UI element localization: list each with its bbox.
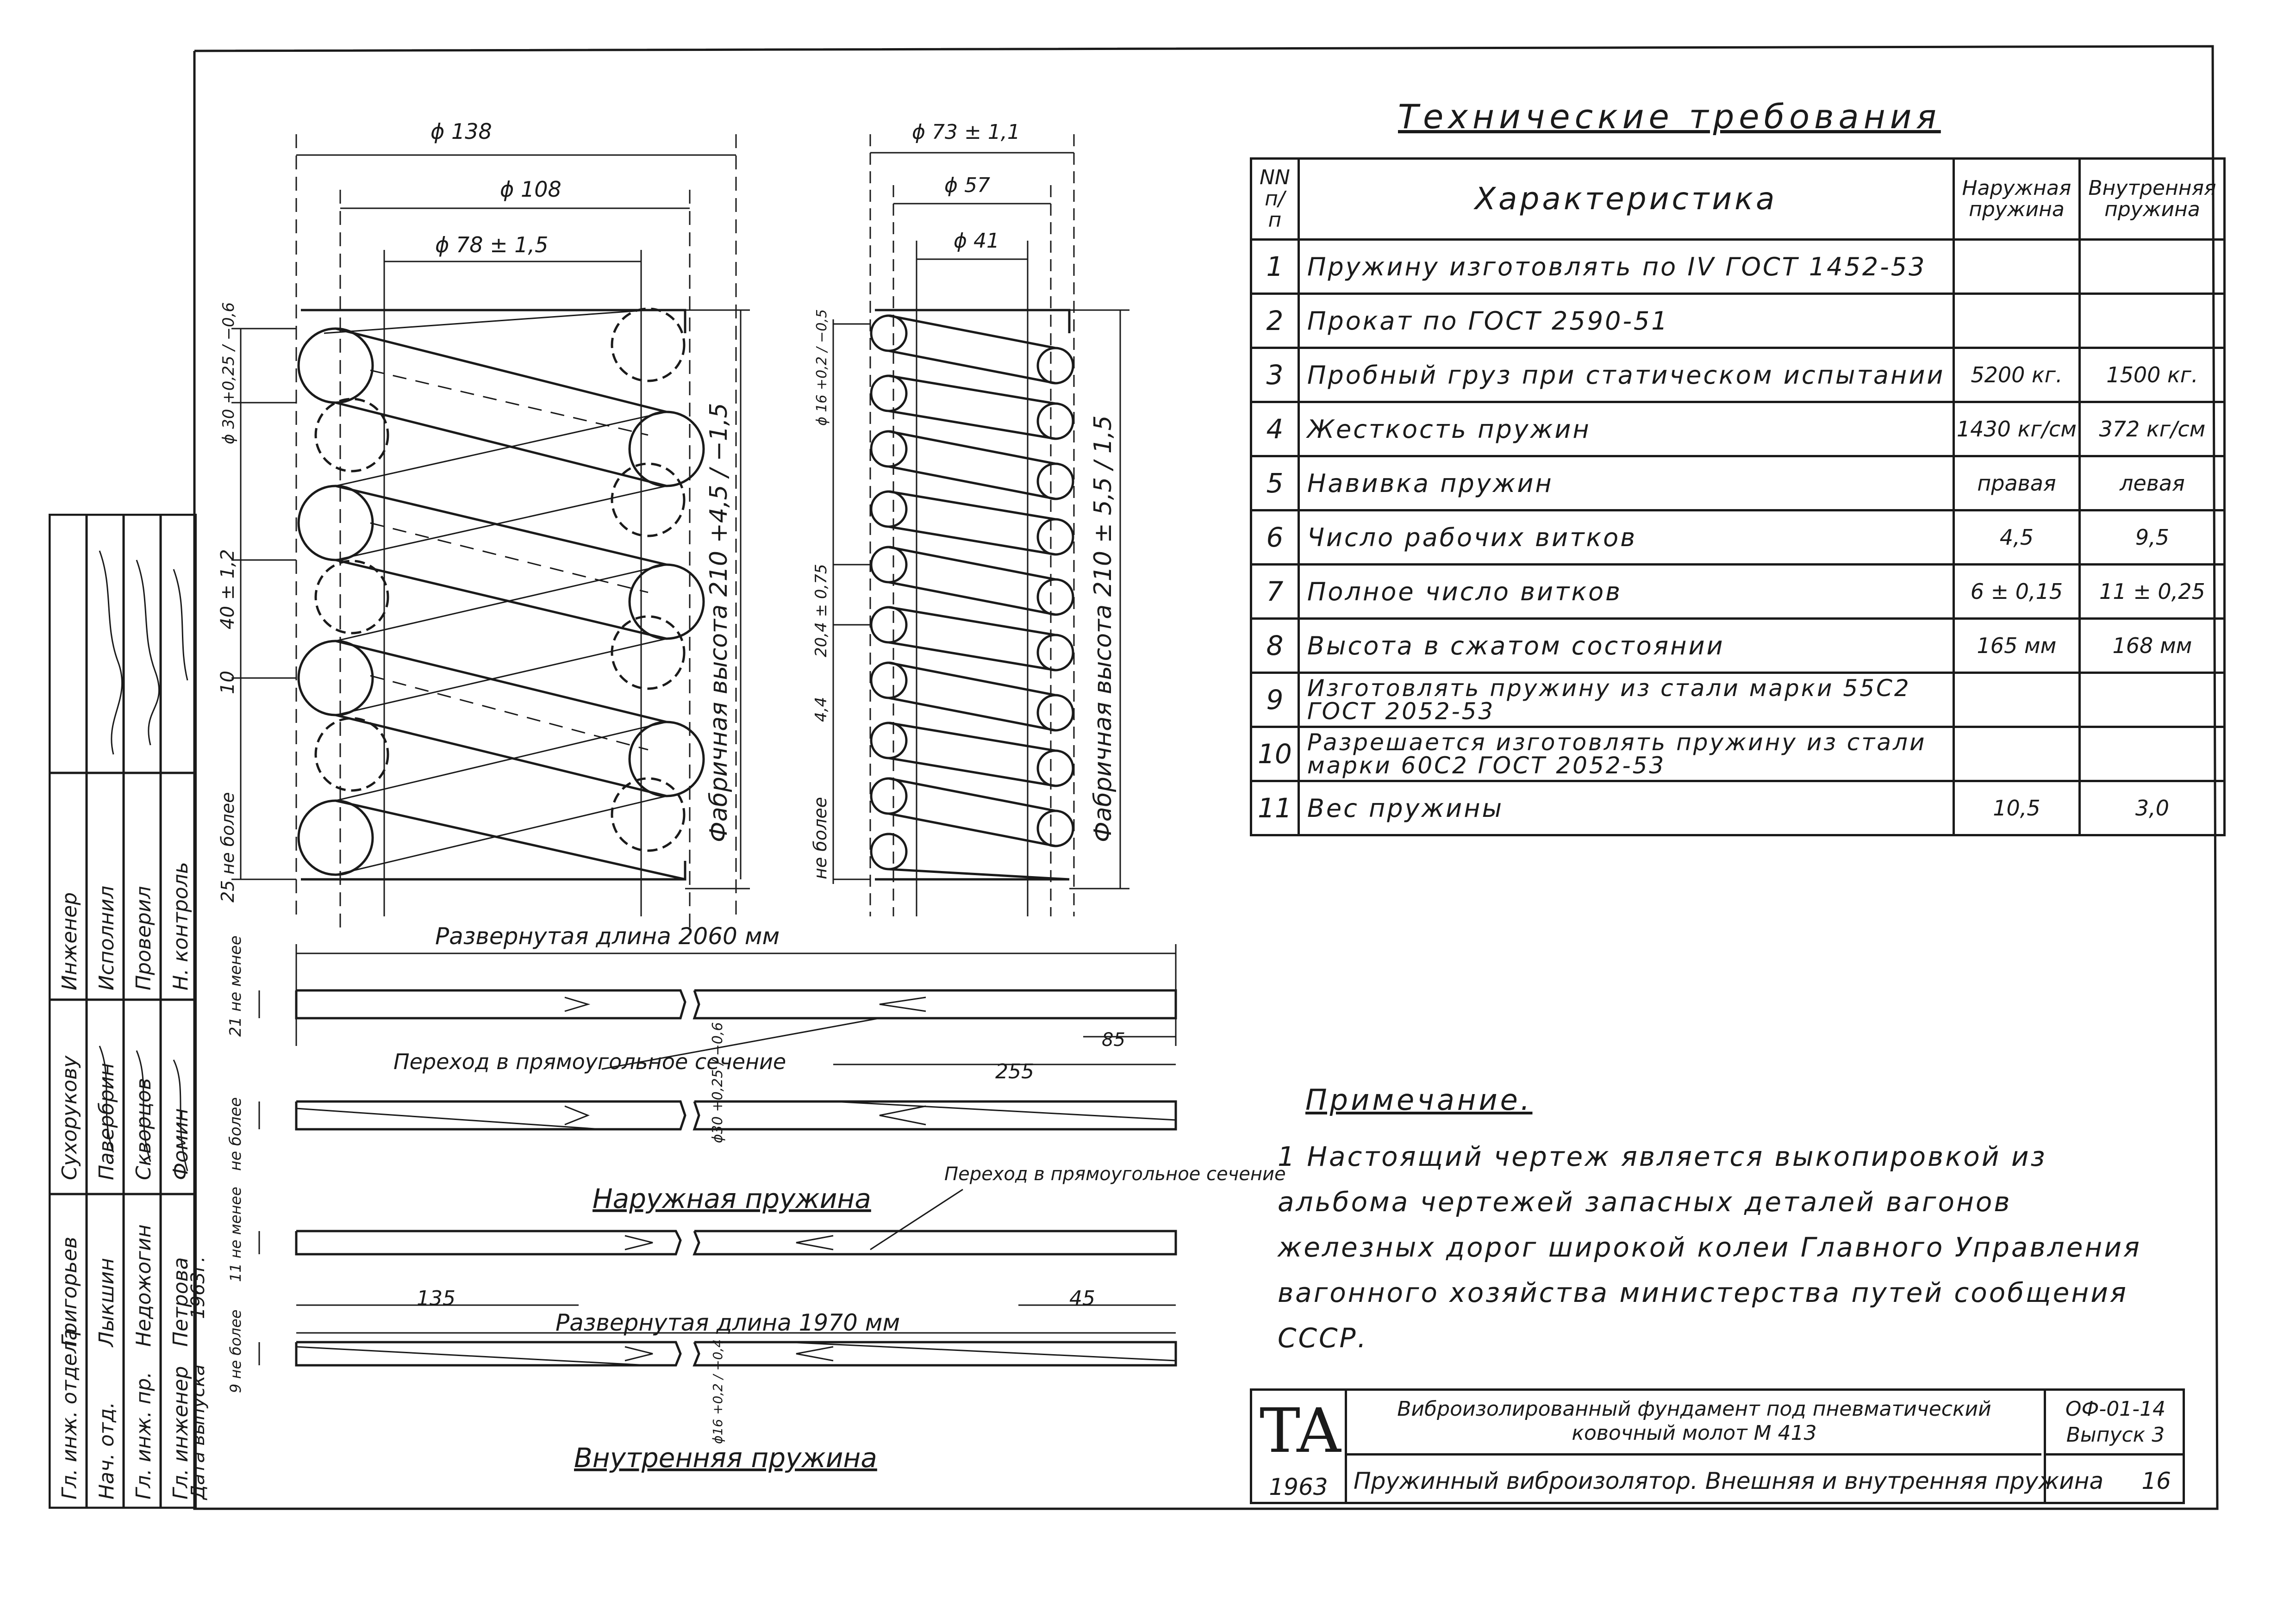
row-outer bbox=[1953, 240, 2080, 294]
table-row bbox=[1251, 619, 2225, 673]
stamp-role-3: Гл. инж. пр. bbox=[132, 1371, 156, 1500]
logo-year: 1963 bbox=[1269, 1474, 1328, 1500]
outer-dim-85: 85 bbox=[1102, 1029, 1125, 1051]
row-num: 6 bbox=[1251, 510, 1299, 565]
header-outer: Наружная пружина bbox=[1953, 159, 2080, 240]
row-num: 5 bbox=[1251, 456, 1299, 510]
row-text: Изготовлять пружину из стали марки 55С2 ГОСТ 2052-53 bbox=[1298, 673, 1953, 727]
header-inner: Внутренняя пружина bbox=[2080, 159, 2225, 240]
inner-spring-title: Внутренняя пружина bbox=[574, 1442, 877, 1474]
row-outer bbox=[1953, 727, 2080, 781]
row-text: Прокат по ГОСТ 2590-51 bbox=[1298, 294, 1953, 348]
row-text: Навивка пружин bbox=[1298, 456, 1953, 510]
stamp-name-3: Недожогин bbox=[132, 1224, 156, 1347]
stamp-name-1: Григорьев bbox=[58, 1237, 81, 1347]
row-text: Разрешается изготовлять пружину из стали марки 60С2 ГОСТ 2052-53 bbox=[1298, 727, 1953, 781]
title-block bbox=[1250, 1388, 2185, 1504]
row-inner: 3,0 bbox=[2080, 781, 2225, 835]
row-text: Пробный груз при статическом испытании bbox=[1298, 348, 1953, 402]
outer-dim-30: ϕ 30 +0,25 / −0,6 bbox=[219, 302, 238, 444]
row-inner: левая bbox=[2080, 456, 2225, 510]
stamp-role-1: Гл. инж. отдела bbox=[58, 1328, 81, 1500]
inner-dim-73: ϕ 73 ± 1,1 bbox=[912, 120, 1020, 144]
stamp-role-4: Гл. инженер bbox=[169, 1366, 193, 1500]
requirements-title: Технические требования bbox=[1398, 97, 1941, 136]
table-row bbox=[1251, 348, 2225, 402]
logo-mark: ТА bbox=[1259, 1395, 1337, 1467]
row-inner bbox=[2080, 727, 2225, 781]
outer-dim-108: ϕ 108 bbox=[500, 177, 562, 202]
outer-dim-21: 21 не менее bbox=[226, 935, 245, 1037]
outer-dim-78: ϕ 78 ± 1,5 bbox=[435, 232, 549, 257]
row-inner: 372 кг/см bbox=[2080, 402, 2225, 456]
inner-free-height: Фабричная высота 210 ± 5,5 / 1,5 bbox=[1089, 415, 1117, 842]
stamp-top-role-3: Проверил bbox=[132, 886, 156, 990]
row-outer: 1430 кг/см bbox=[1953, 402, 2080, 456]
stamp-top-role-2: Исполнил bbox=[95, 885, 119, 990]
inner-unrolled-length: Развернутая длина 1970 мм bbox=[555, 1309, 900, 1336]
stamp-name-4: Петрова bbox=[169, 1257, 193, 1347]
stamp-top-name-4: Фомин bbox=[169, 1108, 193, 1180]
row-text: Высота в сжатом состоянии bbox=[1298, 619, 1953, 673]
stamp-top-name-3: Скворцов bbox=[132, 1078, 156, 1180]
table-row bbox=[1251, 565, 2225, 619]
inner-dim-16: ϕ 16 +0,2 / −0,5 bbox=[814, 309, 830, 426]
outer-transition-label: Переход в прямоугольное сечение bbox=[393, 1049, 786, 1074]
row-text: Пружину изготовлять по IV ГОСТ 1452-53 bbox=[1298, 240, 1953, 294]
project-title: Виброизолированный фундамент под пневматический ковочный молот М 413 bbox=[1347, 1391, 2041, 1456]
row-num: 9 bbox=[1251, 673, 1299, 727]
row-inner bbox=[2080, 240, 2225, 294]
table-row bbox=[1251, 456, 2225, 510]
inner-spring-coils bbox=[871, 316, 1073, 869]
row-num: 11 bbox=[1251, 781, 1299, 835]
stamp-top-name-1: Сухорукову bbox=[58, 1055, 81, 1180]
outer-dim-gap: 10 bbox=[217, 671, 238, 694]
note-title: Примечание. bbox=[1305, 1083, 1533, 1117]
sheet-title: Пружинный виброизолятор. Внешняя и внутренняя пружина bbox=[1354, 1468, 2104, 1494]
document-code: ОФ-01-14 Выпуск 3 bbox=[2046, 1391, 2185, 1456]
inner-dim-end: не более bbox=[810, 796, 830, 879]
table-row bbox=[1251, 240, 2225, 294]
stamp-top-name-2: Павербрин bbox=[95, 1063, 119, 1180]
row-num: 4 bbox=[1251, 402, 1299, 456]
inner-dim-57: ϕ 57 bbox=[944, 174, 990, 197]
row-text: Число рабочих витков bbox=[1298, 510, 1953, 565]
stamp-top-role-1: Инженер bbox=[58, 892, 81, 990]
row-num: 3 bbox=[1251, 348, 1299, 402]
row-num: 8 bbox=[1251, 619, 1299, 673]
row-outer: правая bbox=[1953, 456, 2080, 510]
row-outer: 4,5 bbox=[1953, 510, 2080, 565]
stamp-date-value: 1963г. bbox=[187, 1256, 209, 1319]
title-block-center bbox=[1347, 1391, 2104, 1504]
stamp-top-role-4: Н. контроль bbox=[169, 862, 193, 990]
row-inner: 1500 кг. bbox=[2080, 348, 2225, 402]
row-inner bbox=[2080, 673, 2225, 727]
header-num: NN п/п bbox=[1251, 159, 1299, 240]
title-block-right bbox=[2044, 1391, 2187, 1504]
inner-dim-pitch: 20,4 ± 0,75 bbox=[812, 564, 830, 657]
table-row bbox=[1251, 673, 2225, 727]
table-row bbox=[1251, 781, 2225, 835]
inner-unrolled-bars bbox=[259, 1189, 1176, 1365]
row-outer: 10,5 bbox=[1953, 781, 2080, 835]
inner-dim-135: 135 bbox=[417, 1287, 455, 1310]
row-outer bbox=[1953, 294, 2080, 348]
inner-dim-11: 11 не менее bbox=[227, 1187, 244, 1282]
outer-unrolled-length: Развернутая длина 2060 мм bbox=[435, 923, 780, 950]
row-inner: 11 ± 0,25 bbox=[2080, 565, 2225, 619]
signature-stamp bbox=[49, 514, 209, 1509]
row-text: Полное число витков bbox=[1298, 565, 1953, 619]
table-row bbox=[1251, 402, 2225, 456]
outer-dim-not-more: не более bbox=[226, 1097, 245, 1171]
title-block-logo bbox=[1252, 1391, 1347, 1504]
table-row bbox=[1251, 294, 2225, 348]
row-outer bbox=[1953, 673, 2080, 727]
header-characteristic: Характеристика bbox=[1298, 159, 1953, 240]
sheet-number: 16 bbox=[2141, 1468, 2171, 1494]
outer-dim-end: 25 не более bbox=[218, 792, 238, 902]
inner-dim-gap: 4,4 bbox=[812, 697, 830, 722]
row-outer: 6 ± 0,15 bbox=[1953, 565, 2080, 619]
row-num: 1 bbox=[1251, 240, 1299, 294]
inner-dim-41: ϕ 41 bbox=[954, 229, 999, 253]
row-outer: 5200 кг. bbox=[1953, 348, 2080, 402]
row-outer: 165 мм bbox=[1953, 619, 2080, 673]
inner-transition-label: Переход в прямоугольное сечение bbox=[944, 1164, 1286, 1185]
stamp-role-2: Нач. отд. bbox=[95, 1402, 119, 1500]
inner-dim-9: 9 не более bbox=[227, 1309, 244, 1393]
outer-free-height: Фабричная высота 210 +4,5 / −1,5 bbox=[705, 403, 733, 842]
row-inner: 9,5 bbox=[2080, 510, 2225, 565]
row-text: Жесткость пружин bbox=[1298, 402, 1953, 456]
requirements-table bbox=[1250, 157, 2226, 836]
row-inner bbox=[2080, 294, 2225, 348]
outer-dim-30-bar: ϕ30 +0,25 / −0,6 bbox=[710, 1022, 726, 1143]
outer-dim-pitch: 40 ± 1,2 bbox=[217, 549, 238, 629]
outer-spring-title: Наружная пружина bbox=[593, 1183, 871, 1214]
row-num: 7 bbox=[1251, 565, 1299, 619]
row-text: Вес пружины bbox=[1298, 781, 1953, 835]
row-inner: 168 мм bbox=[2080, 619, 2225, 673]
table-row bbox=[1251, 510, 2225, 565]
outer-dim-255: 255 bbox=[995, 1060, 1034, 1083]
note-text: 1 Настоящий чертеж является выкопировкой из альбома чертежей запасных деталей вагонов железных дорог широкой колеи Главного Управления вагонного хозяйства министерства путей сообщения СССР. bbox=[1278, 1141, 2141, 1354]
table-row bbox=[1251, 727, 2225, 781]
outer-dim-138: ϕ 138 bbox=[430, 119, 492, 144]
stamp-name-2: Лыкшин bbox=[95, 1257, 119, 1347]
row-num: 2 bbox=[1251, 294, 1299, 348]
stamp-date-label: Дата выпуска bbox=[187, 1364, 209, 1500]
requirements-header-row bbox=[1251, 159, 2225, 240]
inner-dim-45: 45 bbox=[1069, 1287, 1095, 1310]
row-num: 10 bbox=[1251, 727, 1299, 781]
inner-dim-16-bar: ϕ16 +0,2 / −0,4 bbox=[710, 1339, 725, 1444]
